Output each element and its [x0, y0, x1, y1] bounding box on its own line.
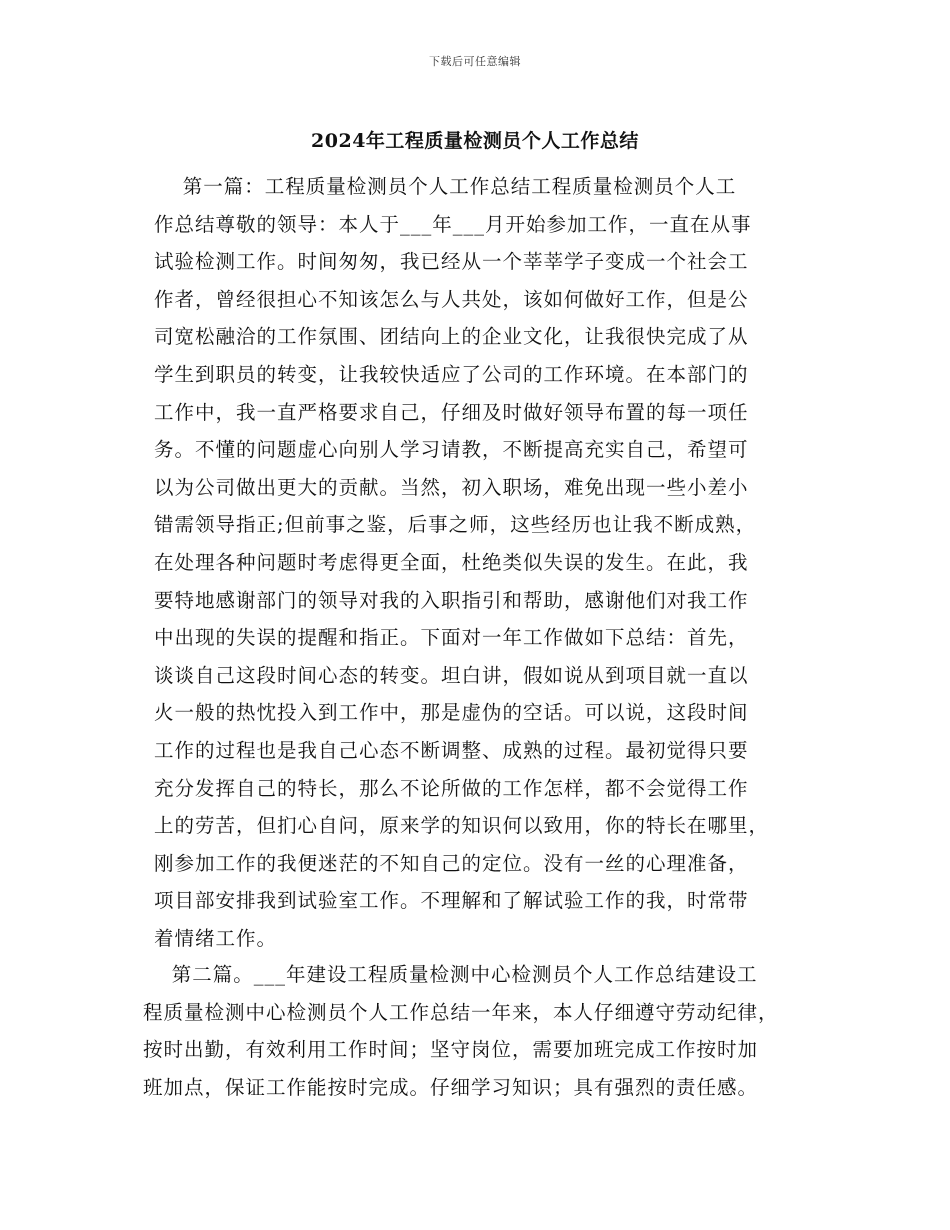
- text-line: 作总结尊敬的领导：本人于___年___月开始参加工作，一直在从事: [154, 212, 752, 236]
- text-line: 班加点，保证工作能按时完成。仔细学习知识；具有强烈的责任感。: [143, 1075, 759, 1099]
- paragraph-2: [143, 956, 779, 1106]
- text-line: 充分发挥自己的特长，那么不论所做的工作怎样，都不会觉得工作: [154, 776, 749, 800]
- text-line: 项目部安排我到试验室工作。不理解和了解试验工作的我，时常带: [154, 889, 749, 913]
- text-line: 以为公司做出更大的贡献。当然，初入职场，难免出现一些小差小: [154, 475, 749, 499]
- text-line: 作者，曾经很担心不知该怎么与人共处，该如何做好工作，但是公: [154, 287, 749, 311]
- text-line: 学生到职员的转变，让我较快适应了公司的工作环境。在本部门的: [154, 362, 749, 386]
- text-line: 刚参加工作的我便迷茫的不知自己的定位。没有一丝的心理准备，: [154, 851, 749, 875]
- text-line: 谈谈自己这段时间心态的转变。坦白讲，假如说从到项目就一直以: [154, 663, 749, 687]
- text-line: 火一般的热忱投入到工作中，那是虚伪的空话。可以说，这段时间: [154, 701, 749, 725]
- text-line: 工作的过程也是我自己心态不断调整、成熟的过程。最初觉得只要: [154, 738, 749, 762]
- text-line: 着情绪工作。: [154, 926, 278, 950]
- text-line: 工作中，我一直严格要求自己，仔细及时做好领导布置的每一项任: [154, 400, 749, 424]
- page-header-note: 下载后可任意编辑: [429, 55, 521, 68]
- text-line: 第一篇：工程质量检测员个人工作总结工程质量检测员个人工: [154, 175, 737, 198]
- text-line: 司宽松融洽的工作氛围、团结向上的企业文化，让我很快完成了从: [154, 325, 749, 349]
- text-line: 务。不懂的问题虚心向别人学习请教，不断提高充实自己，希望可: [154, 438, 749, 462]
- paragraph-1: [154, 168, 769, 957]
- text-line: 在处理各种问题时考虑得更全面，杜绝类似失误的发生。在此，我: [154, 550, 749, 574]
- text-line: 中出现的失误的提醒和指正。下面对一年工作做如下总结：首先，: [154, 626, 749, 650]
- text-line: 程质量检测中心检测员个人工作总结一年来，本人仔细遵守劳动纪律，: [143, 1000, 779, 1024]
- text-line: 错需领导指正;但前事之鉴，后事之师，这些经历也让我不断成熟，: [154, 513, 757, 537]
- document-title: 2024年工程质量检测员个人工作总结: [311, 130, 639, 152]
- text-line: 按时出勤，有效利用工作时间；坚守岗位，需要加班完成工作按时加: [143, 1038, 759, 1062]
- text-line: 试验检测工作。时间匆匆，我已经从一个莘莘学子变成一个社会工: [154, 250, 749, 274]
- text-line: 上的劳苦，但扪心自问，原来学的知识何以致用，你的特长在哪里，: [154, 814, 770, 838]
- text-line: 要特地感谢部门的领导对我的入职指引和帮助，感谢他们对我工作: [154, 588, 749, 612]
- text-line: 第二篇。___年建设工程质量检测中心检测员个人工作总结建设工: [143, 963, 758, 986]
